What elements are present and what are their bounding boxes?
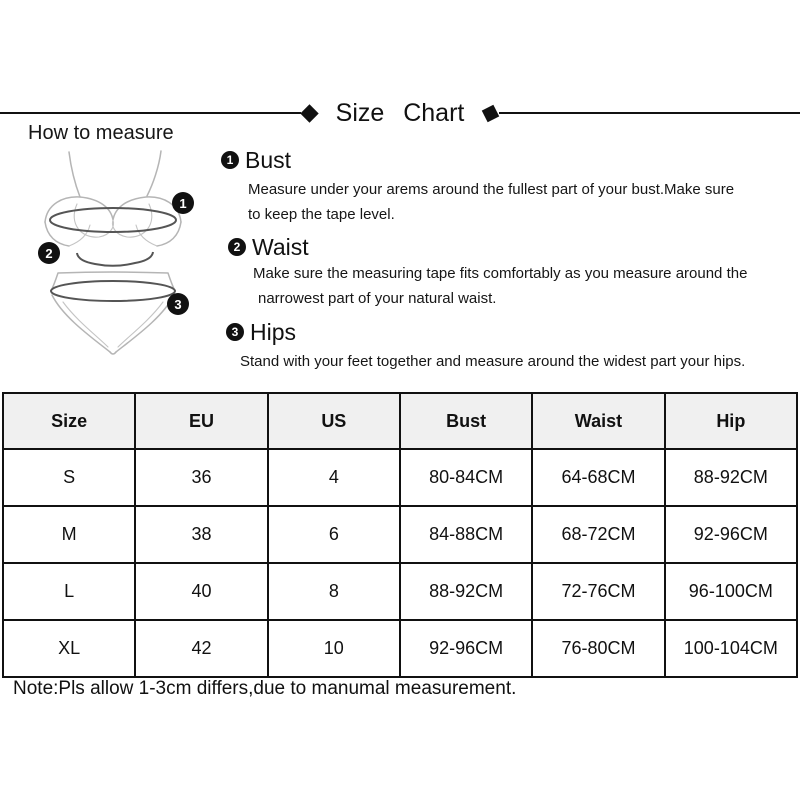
cell-waist: 68-72CM (532, 506, 664, 563)
title-rule-right (499, 112, 800, 114)
measure-section-waist (228, 233, 747, 311)
cell-size: L (3, 563, 135, 620)
bust-description (248, 177, 734, 227)
svg-text:2: 2 (45, 246, 53, 261)
bra-outline (45, 197, 181, 222)
cell-us: 6 (268, 506, 400, 563)
bra-strap-right (147, 151, 161, 196)
panty-inner-right (118, 302, 163, 347)
cell-waist: 76-80CM (532, 620, 664, 677)
waist-heading-label: Waist (252, 234, 309, 260)
step-3-badge: 3 (226, 323, 244, 341)
panty-crotch (110, 352, 116, 354)
col-header-us: US (268, 393, 400, 449)
bust-heading (221, 146, 734, 174)
waist-tape-line (77, 252, 153, 266)
cell-hip: 92-96CM (665, 506, 797, 563)
measure-section-bust (221, 146, 734, 227)
col-header-eu: EU (135, 393, 267, 449)
step-2-badge: 2 (228, 238, 246, 256)
panty-outline-right (116, 295, 174, 352)
col-header-size: Size (3, 393, 135, 449)
panty-inner-left (63, 302, 108, 347)
diamond-icon-right (482, 104, 499, 121)
hips-description-line1: Stand with your feet together and measure around the widest part your hips. (240, 353, 746, 370)
cell-bust: 92-96CM (400, 620, 532, 677)
how-to-measure-heading: How to measure (28, 122, 174, 144)
table-row-s (3, 449, 797, 506)
cell-eu: 36 (135, 449, 267, 506)
illustration-badge-2 (38, 242, 60, 264)
cell-waist: 72-76CM (532, 563, 664, 620)
bust-heading-label: Bust (245, 147, 292, 173)
cell-bust: 84-88CM (400, 506, 532, 563)
cell-us: 8 (268, 563, 400, 620)
svg-text:1: 1 (179, 196, 187, 211)
bra-strap-left (69, 152, 80, 197)
table-row-l (3, 563, 797, 620)
page-title: Size Chart (335, 99, 465, 127)
size-table-header-row (3, 393, 797, 449)
svg-text:3: 3 (174, 297, 182, 312)
cell-size: S (3, 449, 135, 506)
hips-heading (226, 318, 745, 346)
col-header-waist: Waist (532, 393, 664, 449)
measurement-illustration (25, 140, 225, 385)
cell-bust: 88-92CM (400, 563, 532, 620)
cell-eu: 38 (135, 506, 267, 563)
cell-size: XL (3, 620, 135, 677)
size-table (2, 392, 798, 678)
table-row-m (3, 506, 797, 563)
waist-description-line1: Make sure the measuring tape fits comfortably as you measure around the (253, 265, 748, 282)
title-rule-left (0, 112, 301, 114)
cell-hip: 88-92CM (665, 449, 797, 506)
col-header-bust: Bust (400, 393, 532, 449)
panty-outline-left (52, 295, 110, 352)
cell-us: 10 (268, 620, 400, 677)
waist-description-line2: narrowest part of your natural waist. (258, 290, 497, 307)
cell-waist: 64-68CM (532, 449, 664, 506)
hips-description (240, 349, 745, 374)
bust-description-line1: Measure under your arems around the fullest part of your bust.Make sure (248, 181, 735, 198)
hip-tape-line (51, 281, 175, 301)
cell-bust: 80-84CM (400, 449, 532, 506)
col-header-hip: Hip (665, 393, 797, 449)
table-row-xl (3, 620, 797, 677)
cell-hip: 96-100CM (665, 563, 797, 620)
illustration-badge-1 (172, 192, 194, 214)
cell-us: 4 (268, 449, 400, 506)
hips-heading-label: Hips (250, 319, 297, 345)
cell-eu: 42 (135, 620, 267, 677)
waist-heading (228, 233, 747, 261)
diamond-icon-left (300, 104, 318, 122)
bust-description-line2: to keep the tape level. (248, 206, 395, 223)
cell-eu: 40 (135, 563, 267, 620)
illustration-badge-3 (167, 293, 189, 315)
cell-size: M (3, 506, 135, 563)
measure-section-hips (226, 318, 745, 374)
waist-description (253, 261, 747, 311)
cell-hip: 100-104CM (665, 620, 797, 677)
step-1-badge: 1 (221, 151, 239, 169)
measurement-note: Note:Pls allow 1-3cm differs,due to manumal measurement. (13, 678, 517, 699)
